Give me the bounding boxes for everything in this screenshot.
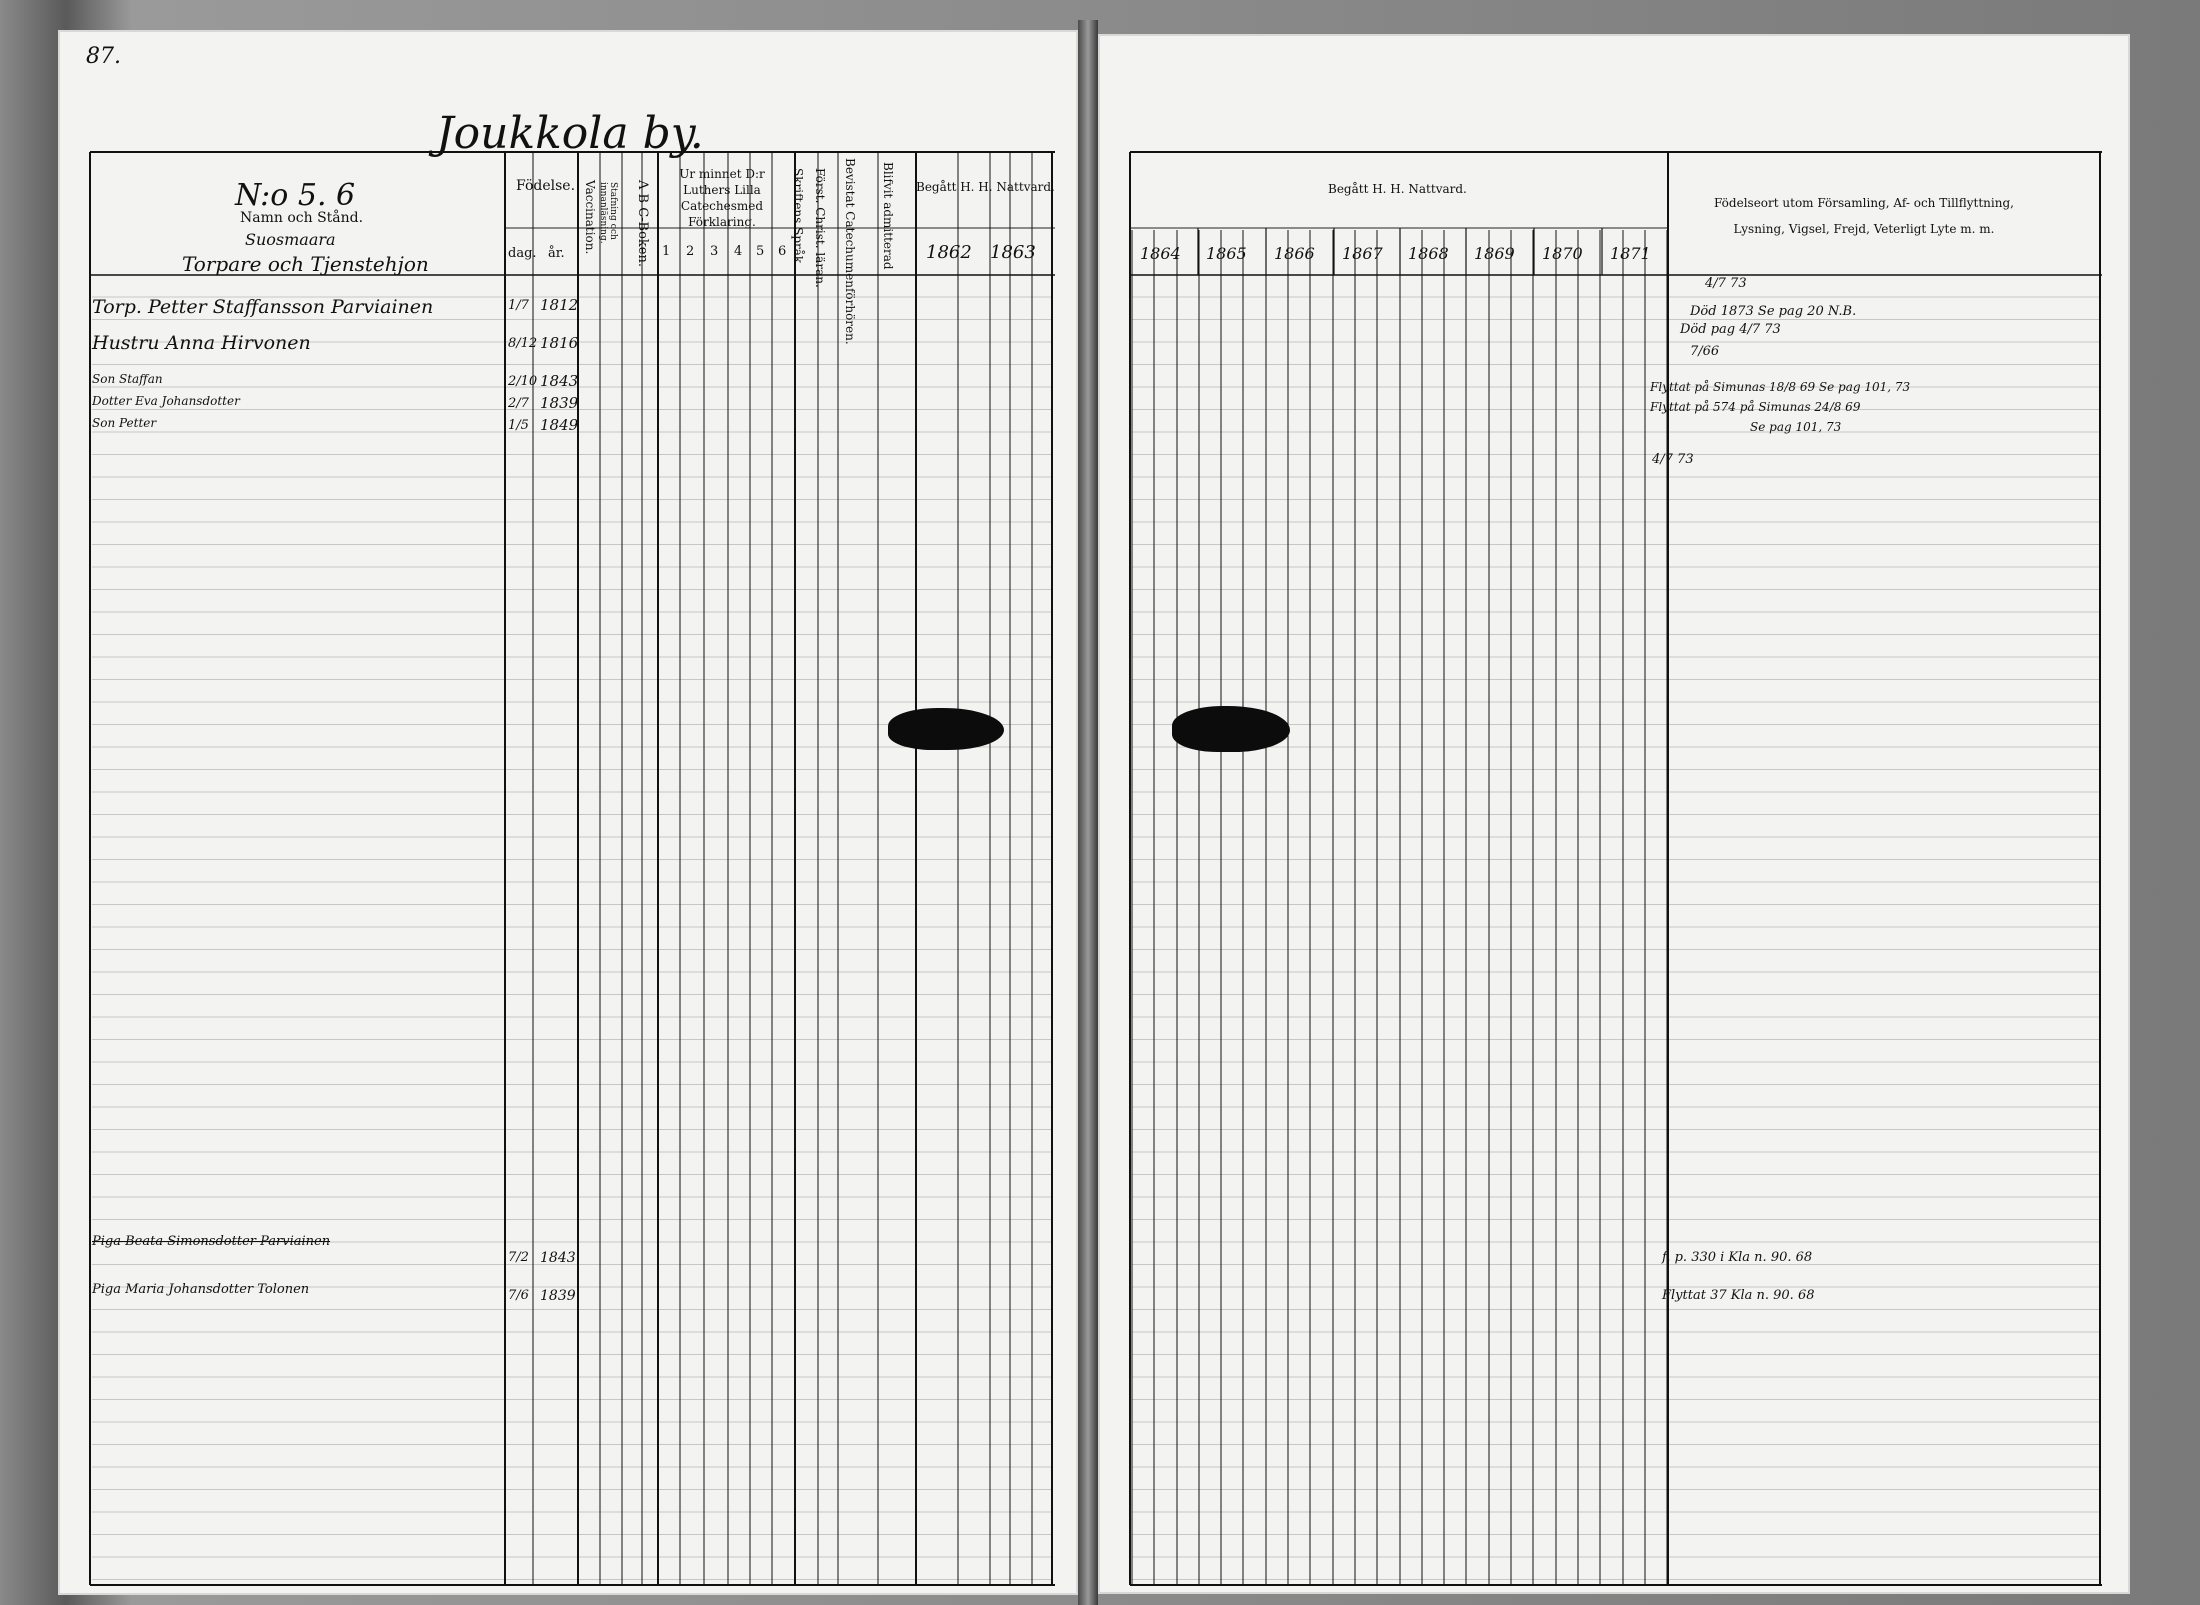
lower-entry-name: Piga Maria Johansdotter Tolonen [92, 1282, 310, 1297]
remark: Död pag 4/7 73 [1680, 322, 1781, 337]
lower-entry-birth-year: 1843 [540, 1250, 576, 1266]
page-number: 87. [86, 44, 121, 69]
birth-day-header: dag. [508, 246, 537, 261]
farm-name: Suosmaara [245, 230, 336, 249]
remark: Se pag 101, 73 [1750, 420, 1842, 434]
household-number: N:o 5. 6 [235, 178, 356, 213]
lower-entry-birth-year: 1839 [540, 1288, 576, 1304]
admitted-header: Blifvit admitterad [881, 162, 895, 270]
remark: 7/66 [1690, 344, 1720, 359]
communion-year: 1870 [1542, 244, 1583, 263]
entry-birth-day: 2/10 [508, 374, 538, 389]
ink-blot [888, 708, 1004, 750]
communion-year: 1867 [1342, 244, 1383, 263]
entry-birth-day: 2/7 [508, 396, 529, 411]
household-status: Torpare och Tjenstehjon [182, 252, 429, 276]
entry-birth-year: 1812 [540, 296, 579, 314]
abc-book-header: A B C-Boken. [635, 180, 650, 268]
entry-birth-year: 1839 [540, 394, 579, 412]
entry-birth-day: 8/12 [508, 336, 538, 351]
entry-name: Torp. Petter Staffansson Parviainen [92, 296, 434, 318]
communion-header-right: Begått H. H. Nattvard. [1328, 182, 1467, 196]
communion-year: 1869 [1474, 244, 1515, 263]
remark: Flyttat på 574 på Simunas 24/8 69 [1650, 400, 1861, 414]
ink-blot [1172, 706, 1290, 752]
remark: 4/7 73 [1652, 452, 1694, 467]
birth-year-header: år. [548, 246, 565, 261]
spelling-header: Stafning och innanläsning. [598, 182, 618, 244]
communion-year-1863: 1863 [990, 242, 1036, 263]
entry-name: Son Staffan [92, 372, 163, 386]
communion-year: 1868 [1408, 244, 1449, 263]
entry-birth-day: 1/7 [508, 298, 529, 313]
communion-year: 1864 [1140, 244, 1181, 263]
entry-name: Hustru Anna Hirvonen [92, 332, 311, 354]
scripture-language-header: Skriftens Språk. [791, 168, 805, 268]
birth-header: Födelse. [516, 178, 576, 194]
communion-year: 1866 [1274, 244, 1315, 263]
remark: Flyttat på Simunas 18/8 69 Se pag 101, 73 [1650, 380, 1911, 394]
catechism-part-4: 4 [734, 244, 743, 259]
catechumen-header: Bevistat Catechumenförhören. [843, 158, 857, 345]
remark: f. p. 330 i Kla n. 90. 68 [1662, 1250, 1813, 1265]
entry-birth-year: 1843 [540, 372, 579, 390]
entry-name: Son Petter [92, 416, 157, 430]
catechism-part-3: 3 [710, 244, 719, 259]
catechism-part-6: 6 [778, 244, 787, 259]
communion-header-left: Begått H. H. Nattvard. [916, 180, 1055, 194]
communion-year: 1871 [1610, 244, 1651, 263]
catechism-part-1: 1 [662, 244, 671, 259]
vaccination-header: Vaccination. [583, 180, 597, 255]
entry-birth-year: 1816 [540, 334, 579, 352]
remark: Flyttat 37 Kla n. 90. 68 [1662, 1288, 1815, 1303]
communion-year-1862: 1862 [926, 242, 972, 263]
village-heading: Joukkola by. [436, 108, 704, 159]
remark: Död 1873 Se pag 20 N.B. [1690, 304, 1857, 319]
christian-doctrine-header: Först. Christ. läran. [813, 168, 827, 288]
name-column-header: Namn och Stånd. [240, 210, 364, 226]
catechism-part-5: 5 [756, 244, 765, 259]
lower-entry-name: Piga Beata Simonsdotter Parviainen [92, 1234, 331, 1249]
communion-year: 1865 [1206, 244, 1247, 263]
entry-name: Dotter Eva Johansdotter [92, 394, 240, 408]
remarks-header: Födelseort utom Församling, Af- och Tillflyttning, Lysning, Vigsel, Frejd, Veterligt Lyte m. m. [1714, 196, 2014, 236]
catechism-header: Ur minnet D:r Luthers Lilla Catechesmed Förklaring. [679, 167, 765, 229]
entry-birth-year: 1849 [540, 416, 579, 434]
lower-entry-birth-day: 7/6 [508, 1288, 529, 1303]
entry-birth-day: 1/5 [508, 418, 529, 433]
remark: 4/7 73 [1705, 276, 1747, 291]
lower-entry-birth-day: 7/2 [508, 1250, 529, 1265]
catechism-part-2: 2 [686, 244, 695, 259]
